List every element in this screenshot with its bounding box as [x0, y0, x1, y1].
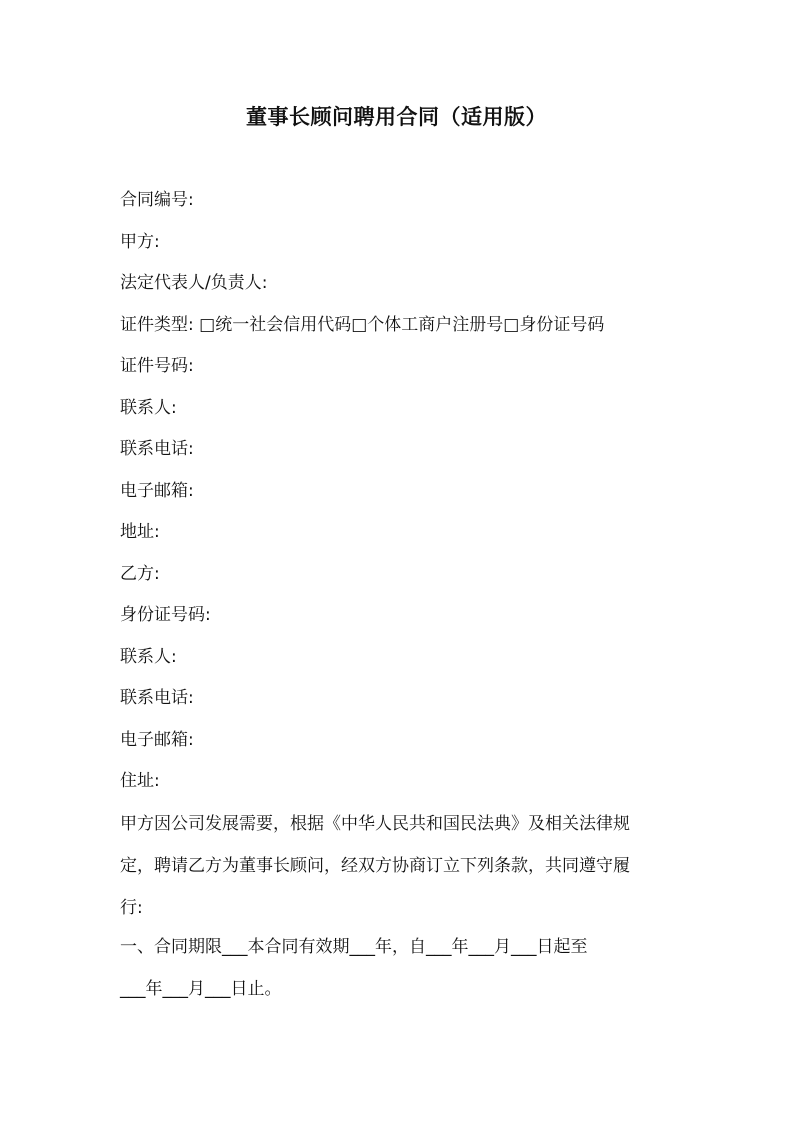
intro-line: 行: [120, 898, 143, 918]
intro-line: 定，聘请乙方为董事长顾问，经双方协商订立下列条款，共同遵守履 [120, 856, 630, 876]
field-party-b-address: 住址: [120, 771, 160, 791]
field-party-a-address: 地址: [120, 522, 160, 542]
party-info-fields [120, 186, 680, 809]
term-line: ___年___月___日止。 [120, 979, 282, 999]
field-legal-representative: 法定代表人/负责人: [120, 273, 268, 293]
field-party-b-id-number: 身份证号码: [120, 605, 211, 625]
field-party-b-phone: 联系电话: [120, 688, 194, 708]
contract-term-clause [120, 926, 680, 1010]
field-id-type: 证件类型: □统一社会信用代码□个体工商户注册号□身份证号码 [120, 314, 605, 335]
field-party-b: 乙方: [120, 563, 160, 584]
field-party-a-contact: 联系人: [120, 397, 177, 418]
field-party-b-email: 电子邮箱: [120, 729, 194, 750]
field-id-number: 证件号码: [120, 356, 194, 376]
field-contract-number: 合同编号: [120, 190, 194, 210]
field-party-b-contact: 联系人: [120, 646, 177, 667]
intro-paragraph [120, 803, 680, 929]
term-line: 一、合同期限___本合同有效期___年，自___年___月___日起至 [120, 937, 588, 957]
document-title: 董事长顾问聘用合同（适用版） [246, 105, 547, 129]
field-party-a-email: 电子邮箱: [120, 480, 194, 501]
field-party-a-phone: 联系电话: [120, 439, 194, 459]
field-party-a: 甲方: [120, 231, 160, 252]
intro-line: 甲方因公司发展需要，根据《中华人民共和国民法典》及相关法律规 [120, 814, 630, 834]
